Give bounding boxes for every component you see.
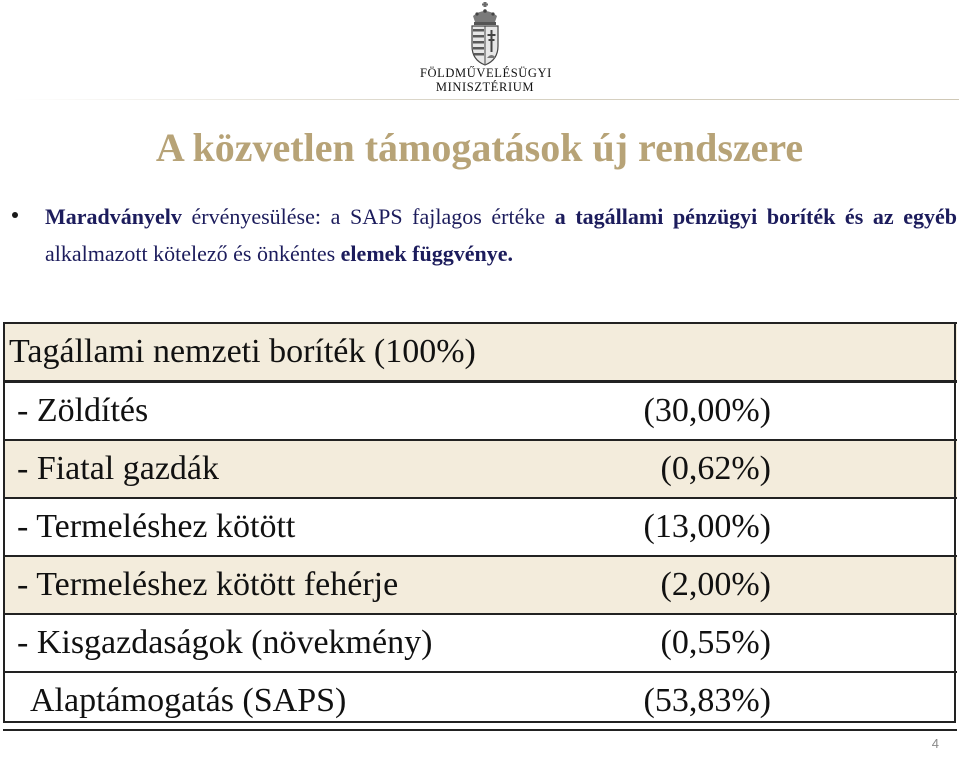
row-value: (13,00%): [630, 498, 957, 556]
row-label: - Termeléshez kötött fehérje: [3, 556, 630, 614]
row-label: - Fiatal gazdák: [3, 440, 630, 498]
bullet-text-bold-3: a tagállami pénzügyi boríték és az egyéb: [554, 204, 957, 229]
bullet-item: [12, 198, 957, 272]
bullet-text-4: alkalmazott kötelező és önkéntes: [45, 241, 341, 266]
table-header-cell: Tagállami nemzeti boríték (100%): [3, 323, 957, 382]
row-value: (2,00%): [630, 556, 957, 614]
table-row: [3, 382, 957, 441]
logo-text-line2: MINISZTÉRIUM: [435, 80, 535, 94]
bullet-text-bold-5: elemek függvénye.: [340, 241, 513, 266]
bullet-dot-icon: [12, 212, 18, 218]
table-row: [3, 672, 957, 730]
row-label: - Kisgazdaságok (növekmény): [3, 614, 630, 672]
row-value: (0,55%): [630, 614, 957, 672]
ministry-logo: [420, 2, 550, 98]
row-value: (30,00%): [630, 382, 957, 441]
row-label: - Termeléshez kötött: [3, 498, 630, 556]
table-row: [3, 498, 957, 556]
bullet-text: [45, 198, 957, 272]
page-number: 4: [931, 736, 939, 751]
header-divider: [12, 99, 959, 100]
table-row: [3, 440, 957, 498]
row-value: (0,62%): [630, 440, 957, 498]
table-row: [3, 614, 957, 672]
table-row: [3, 556, 957, 614]
row-label: - Zöldítés: [3, 382, 630, 441]
bullet-text-bold-1: Maradványelv: [45, 204, 182, 229]
row-value: (53,83%): [630, 672, 957, 730]
coat-of-arms-icon: [468, 2, 502, 66]
budget-table: [3, 322, 957, 731]
bullet-text-2: érvényesülése: a SAPS fajlagos értéke: [181, 204, 555, 229]
row-label: Alaptámogatás (SAPS): [3, 672, 630, 730]
table-header-row: [3, 323, 957, 382]
slide-title: A közvetlen támogatások új rendszere: [155, 125, 804, 170]
logo-text-line1: FÖLDMŰVELÉSÜGYI: [420, 66, 552, 80]
